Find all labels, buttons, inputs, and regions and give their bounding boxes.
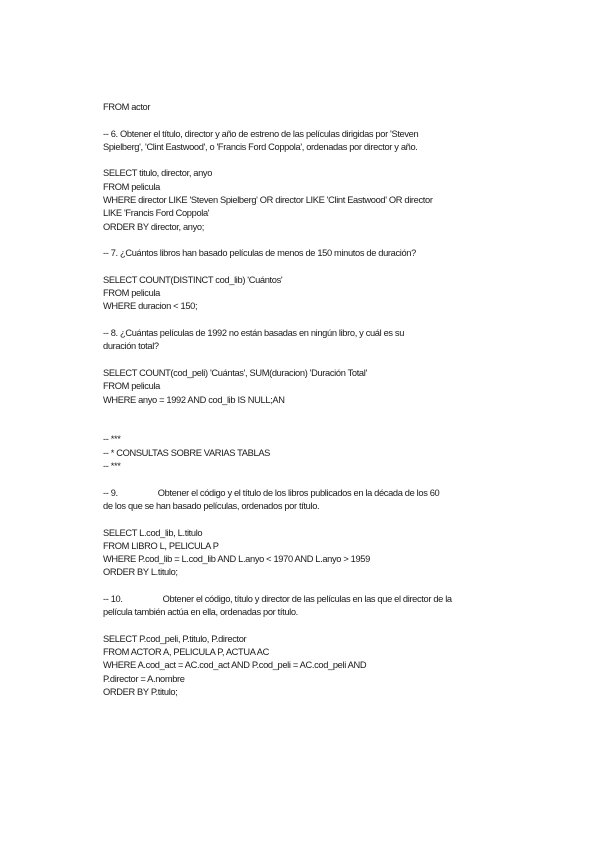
sql-line: SELECT COUNT(DISTINCT cod_lib) 'Cuántos' — [103, 274, 283, 285]
text-line: FROM actor — [103, 102, 151, 112]
question-text: Obtener el código y el título de los libros publicados en la década de los 60 — [157, 487, 440, 498]
sql-line: P.director = A.nombre — [103, 673, 185, 684]
sql-line: FROM pelicula — [103, 381, 160, 392]
comment-line: duración total? — [103, 341, 159, 352]
comment-line: -- 6. Obtener el título, director y año de estreno de las películas dirigidas por 'Steven — [103, 128, 419, 139]
comment-line — [103, 487, 498, 500]
comment-line: -- 7. ¿Cuántos libros han basado películas de menos de 150 minutos de duración? — [103, 248, 416, 259]
question-number: -- 10. — [103, 593, 123, 604]
sql-line: ORDER BY director, anyo; — [103, 221, 204, 232]
sql-line: SELECT titulo, director, anyo — [103, 168, 213, 179]
comment-line: película también actúa en ella, ordenadas por título. — [103, 607, 298, 618]
comment-line: Spielberg', 'Clint Eastwood', o 'Francis Ford Coppola', ordenadas por director y año. — [103, 141, 418, 152]
document-body — [103, 101, 498, 699]
sql-line: WHERE anyo = 1992 AND cod_lib IS NULL;AN — [103, 394, 285, 405]
question-text: Obtener el código, título y director de las películas en las que el director de la — [162, 593, 452, 604]
sql-line: WHERE P.cod_lib = L.cod_lib AND L.anyo < 1970 AND L.anyo > 1959 — [103, 554, 370, 565]
sql-line: LIKE 'Francis Ford Coppola' — [103, 208, 210, 219]
sql-line: SELECT P.cod_peli, P.titulo, P.director — [103, 633, 247, 644]
comment-line: de los que se han basado películas, ordenados por título. — [103, 500, 320, 511]
sql-line: FROM ACTOR A, PELICULA P, ACTUA AC — [103, 647, 270, 658]
section-heading: -- * CONSULTAS SOBRE VARIAS TABLAS — [103, 447, 271, 458]
sql-line: SELECT L.cod_lib, L.titulo — [103, 527, 203, 538]
comment-line: -- *** — [103, 461, 121, 472]
comment-line — [103, 593, 498, 606]
sql-line: FROM pelicula — [103, 288, 160, 299]
sql-line: FROM LIBRO L, PELICULA P — [103, 540, 219, 551]
sql-line: SELECT COUNT(cod_peli) 'Cuántas', SUM(duracion) 'Duración Total' — [103, 367, 367, 378]
sql-line: WHERE A.cod_act = AC.cod_act AND P.cod_peli = AC.cod_peli AND — [103, 660, 367, 671]
comment-line: -- *** — [103, 434, 121, 445]
comment-line: -- 8. ¿Cuántas películas de 1992 no están basadas en ningún libro, y cuál es su — [103, 328, 405, 339]
sql-line: FROM pelicula — [103, 181, 160, 192]
question-number: -- 9. — [103, 487, 118, 498]
sql-line: WHERE director LIKE 'Steven Spielberg' OR director LIKE 'Clint Eastwood' OR director — [103, 195, 433, 206]
sql-line: ORDER BY L.titulo; — [103, 567, 178, 578]
sql-line: WHERE duracion < 150; — [103, 301, 198, 312]
sql-line: ORDER BY P.titulo; — [103, 687, 178, 698]
